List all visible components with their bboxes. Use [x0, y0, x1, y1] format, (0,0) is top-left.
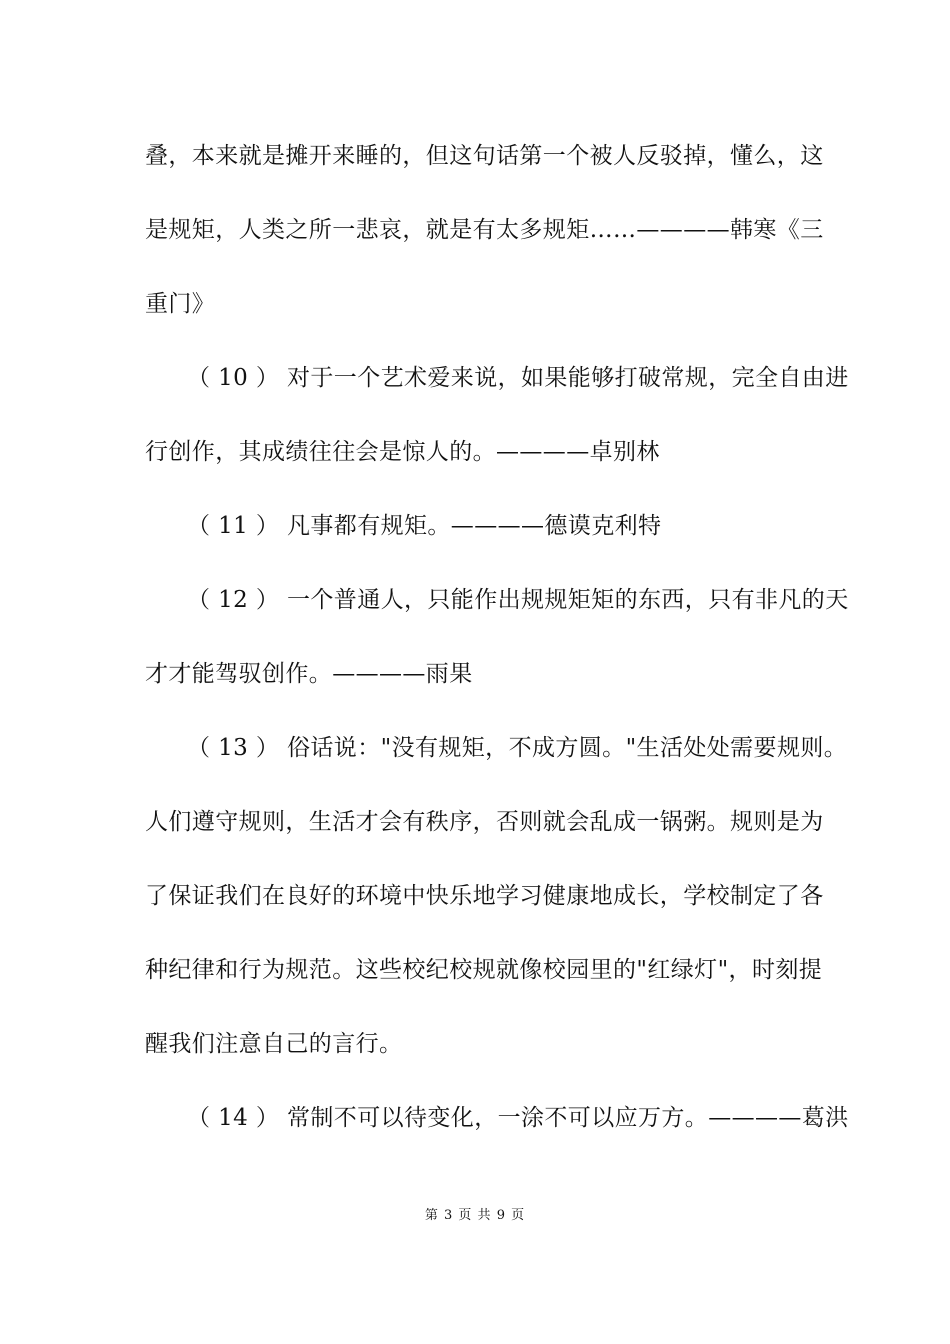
- text-line: 重门》: [145, 291, 216, 317]
- text-line: 了保证我们在良好的环境中快乐地学习健康地成长，学校制定了各: [145, 883, 824, 909]
- text-line: 是规矩，人类之所一悲哀，就是有太多规矩……————韩寒《三: [145, 217, 824, 243]
- text-line: 醒我们注意自己的言行。: [145, 1031, 403, 1057]
- quote-10-line: （ 10 ） 对于一个艺术爱来说，如果能够打破常规，完全自由进: [187, 365, 849, 391]
- quote-14-line: （ 14 ） 常制不可以待变化，一涂不可以应万方。————葛洪: [187, 1105, 849, 1131]
- text-line: 行创作，其成绩往往会是惊人的。————卓别林: [145, 439, 660, 465]
- text-line: 人们遵守规则，生活才会有秩序，否则就会乱成一锅粥。规则是为: [145, 809, 824, 835]
- text-line: 叠，本来就是摊开来睡的，但这句话第一个被人反驳掉，懂么，这: [145, 143, 824, 169]
- quote-13-line: （ 13 ） 俗话说："没有规矩，不成方圆。"生活处处需要规则。: [187, 735, 848, 761]
- page-number-footer: 第 3 页 共 9 页: [424, 1208, 526, 1223]
- text-line: 才才能驾驭创作。————雨果: [145, 661, 473, 687]
- quote-11-line: （ 11 ） 凡事都有规矩。————德谟克利特: [187, 513, 662, 539]
- text-line: 种纪律和行为规范。这些校纪校规就像校园里的"红绿灯"，时刻提: [145, 957, 823, 983]
- quote-12-line: （ 12 ） 一个普通人，只能作出规规矩矩的东西，只有非凡的天: [187, 587, 849, 613]
